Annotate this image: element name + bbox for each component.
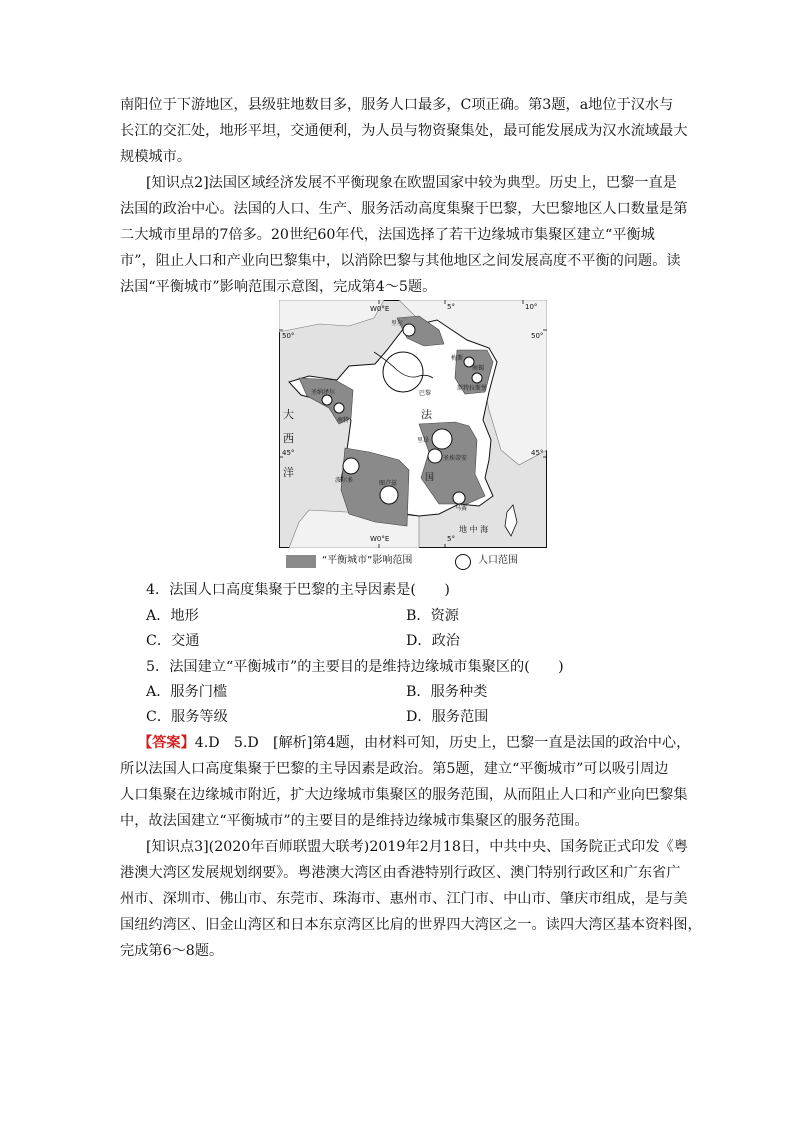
text-line: 二大城市里昂的7倍多。20世纪60年代，法国选择了若干边缘城市集聚区建立“平衡城	[120, 227, 655, 243]
q4-option-b: B．资源	[406, 608, 459, 624]
circle-paris	[383, 352, 423, 392]
city-label: 圣纳泽尔	[311, 389, 336, 396]
text-line: 中，故法国建立“平衡城市”的主要目的是维持边缘城市集聚区的服务范围。	[120, 813, 589, 829]
lat-label: 50°	[531, 332, 544, 340]
text-line: 所以法国人口高度集聚于巴黎的主导因素是政治。第5题，建立“平衡城市”可以吸引周边	[120, 761, 669, 777]
france-balanced-cities-map	[279, 300, 547, 548]
country-label: 法	[421, 408, 432, 421]
city-label: 马赛	[455, 505, 468, 512]
ocean-label: 西	[283, 432, 294, 445]
text-line: 港澳大湾区发展规划纲要》。粤港澳大湾区由香港特别行政区、澳门特别行政区和广东省广	[120, 865, 681, 881]
legend-zone-label: “平衡城市”影响范围	[322, 555, 413, 566]
city-label: 里尔	[391, 320, 404, 327]
city-label: 南特	[337, 417, 350, 424]
circle-nantes	[334, 403, 344, 413]
lon-label: W0°E	[370, 535, 390, 543]
q4-option-a: A．地形	[146, 608, 199, 624]
question-5-stem: 5．法国建立“平衡城市”的主要目的是维持边缘城市集聚区的( )	[146, 659, 564, 675]
ocean-label: 大	[283, 408, 294, 421]
city-label: 斯特拉斯堡	[457, 385, 488, 392]
text-line: 规模城市。	[120, 149, 191, 165]
text-line: 南阳位于下游地区，县级驻地数目多，服务人口最多，C项正确。第3题，a地位于汉水与	[120, 97, 674, 113]
city-label: 巴黎	[419, 390, 432, 397]
answer-tag: 【答案】	[138, 735, 195, 751]
circle-saintnazaire	[322, 395, 332, 405]
ocean-label: 洋	[283, 466, 294, 479]
answer-line	[138, 733, 690, 753]
text-line: [知识点3](2020年百师联盟大联考)2019年2月18日，中共中央、国务院正式印发《粤	[146, 839, 688, 855]
q5-option-d: D．服务范围	[406, 709, 489, 725]
legend-circle-swatch	[455, 554, 471, 570]
circle-nancy	[472, 373, 482, 383]
lat-label: 45°	[282, 449, 295, 457]
circle-lyon	[432, 429, 452, 449]
lat-label: 45°	[531, 449, 544, 457]
text-line: [知识点2]法国区域经济发展不平衡现象在欧盟国家中较为典型。历史上，巴黎一直是	[146, 175, 677, 191]
legend-circle-label: 人口范围	[478, 555, 518, 566]
text-line: 人口集聚在边缘城市附近，扩大边缘城市集聚区的服务范围，从而阻止人口和产业向巴黎集	[120, 787, 688, 803]
city-label: 里昂	[417, 437, 430, 444]
lat-label: 50°	[282, 332, 295, 340]
text-line: 法国的政治中心。法国的人口、生产、服务活动高度集聚于巴黎，大巴黎地区人口数量是第	[120, 201, 688, 217]
circle-saintetienne	[428, 449, 442, 463]
lon-label: 5°	[447, 303, 455, 311]
question-4-stem: 4．法国人口高度集聚于巴黎的主导因素是( )	[146, 582, 450, 598]
sea-label: 地 中 海	[459, 525, 489, 534]
city-label: 图卢兹	[379, 480, 398, 487]
text-line: 市”，阻止人口和产业向巴黎集中，以消除巴黎与其他地区之间发展高度不平衡的问题。读	[120, 253, 681, 269]
city-label: 圣埃蒂安	[443, 455, 468, 462]
lon-label: 10°	[525, 303, 538, 311]
circle-bordeaux	[343, 458, 359, 474]
answer-text: 4.D 5.D [解析]第4题，由材料可知，历史上，巴黎一直是法国的政治中心，	[194, 735, 691, 751]
legend-zone-swatch	[286, 555, 316, 568]
circle-marseille	[453, 492, 465, 504]
city-label: 梅斯	[451, 355, 464, 362]
city-label: 南锡	[472, 365, 485, 372]
circle-lille	[403, 324, 415, 336]
text-line: 州市、深圳市、佛山市、东莞市、珠海市、惠州市、江门市、中山市、肇庆市组成，是与美	[120, 891, 688, 907]
q5-option-b: B．服务种类	[406, 684, 488, 700]
lon-label: W0°E	[370, 305, 390, 313]
country-label: 国	[425, 473, 435, 483]
text-line: 法国“平衡城市”影响范围示意图，完成第4～5题。	[120, 279, 437, 295]
q4-option-d: D．政治	[406, 633, 460, 649]
text-line: 长江的交汇处，地形平坦，交通便利，为人员与物资聚集处，最可能发展成为汉水流域最大	[120, 123, 688, 139]
q4-option-c: C．交通	[146, 633, 200, 649]
circle-toulouse	[380, 486, 398, 504]
lon-label: 5°	[447, 535, 455, 543]
text-line: 完成第6～8题。	[120, 943, 224, 959]
city-label: 波尔多	[335, 477, 354, 484]
text-line: 国纽约湾区、旧金山湾区和日本东京湾区比肩的世界四大湾区之一。读四大湾区基本资料图，	[120, 917, 702, 933]
q5-option-a: A．服务门槛	[146, 684, 228, 700]
q5-option-c: C．服务等级	[146, 709, 228, 725]
